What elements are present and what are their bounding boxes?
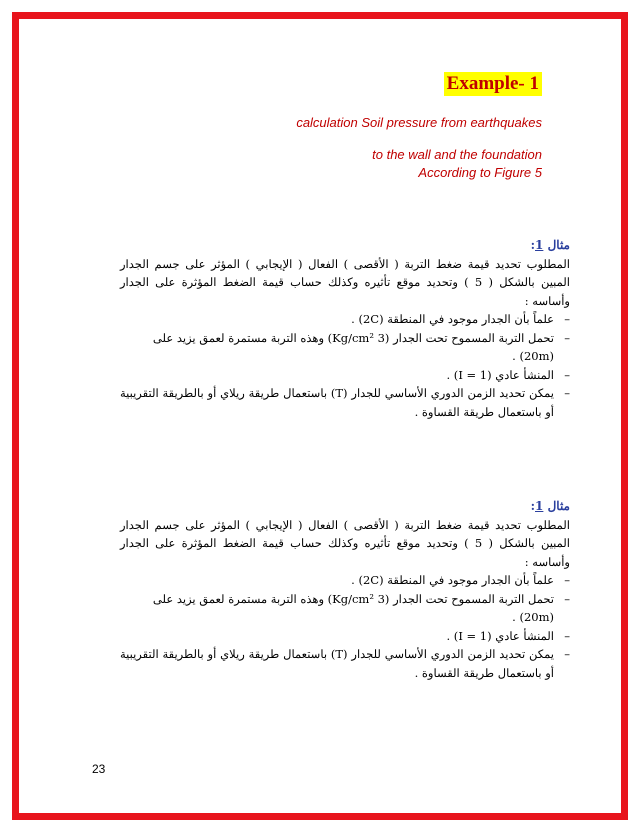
block-list xyxy=(120,310,570,347)
example-heading xyxy=(444,72,542,96)
heading-label: مثال xyxy=(547,238,570,252)
list-item: – تحمل التربة المسموح تحت الجدار (3 Kg/cm²) وهذه التربة مستمرة لعمق يزيد على xyxy=(120,590,570,609)
heading-colon: : xyxy=(530,238,536,252)
list-item: – يمكن تحديد الزمن الدوري الأساسي للجدار (T) باستعمال طريقة ريلاي أو بالطريقة التقريبية أو باستعمال طريقة القساوة . xyxy=(120,645,570,682)
subtitle-line-3: According to Figure 5 xyxy=(418,165,542,180)
subtitle-line-2: to the wall and the foundation xyxy=(372,147,542,162)
page-number: 23 xyxy=(92,762,106,776)
block-heading xyxy=(120,236,570,255)
heading-label: مثال xyxy=(547,499,570,513)
arabic-example-block xyxy=(120,236,570,421)
example-title: Example- 1 xyxy=(444,72,542,96)
block-heading xyxy=(120,497,570,516)
list-item: – المنشأ عادي (I = 1) . xyxy=(120,366,570,385)
heading-number: 1 xyxy=(535,499,544,513)
block-list xyxy=(120,366,570,422)
heading-colon: : xyxy=(530,499,536,513)
list-item: – علماً بأن الجدار موجود في المنطقة (2C) . xyxy=(120,571,570,590)
list-continuation: (20m) . xyxy=(512,610,554,624)
list-item: – يمكن تحديد الزمن الدوري الأساسي للجدار (T) باستعمال طريقة ريلاي أو بالطريقة التقريبية أو باستعمال طريقة القساوة . xyxy=(120,384,570,421)
list-continuation: (20m) . xyxy=(512,349,554,363)
block-list xyxy=(120,627,570,683)
heading-number: 1 xyxy=(535,238,544,252)
subtitle-line-1: calculation Soil pressure from earthquakes xyxy=(296,115,542,130)
block-list xyxy=(120,571,570,608)
arabic-example-block xyxy=(120,497,570,682)
list-item: – علماً بأن الجدار موجود في المنطقة (2C) . xyxy=(120,310,570,329)
list-item: – المنشأ عادي (I = 1) . xyxy=(120,627,570,646)
block-intro: المطلوب تحديد قيمة ضغط التربة ( الأقصى ) الفعال ( الإيجابي ) المؤثر على جسم الجدار المبين بالشكل ( 5 ) وتحديد موقع تأثيره وكذلك حساب قيمة الضغط المؤثرة على الجدار وأساسه : xyxy=(120,517,570,569)
list-item: – تحمل التربة المسموح تحت الجدار (3 Kg/cm²) وهذه التربة مستمرة لعمق يزيد على xyxy=(120,329,570,348)
block-intro: المطلوب تحديد قيمة ضغط التربة ( الأقصى ) الفعال ( الإيجابي ) المؤثر على جسم الجدار المبين بالشكل ( 5 ) وتحديد موقع تأثيره وكذلك حساب قيمة الضغط المؤثرة على الجدار وأساسه : xyxy=(120,256,570,308)
